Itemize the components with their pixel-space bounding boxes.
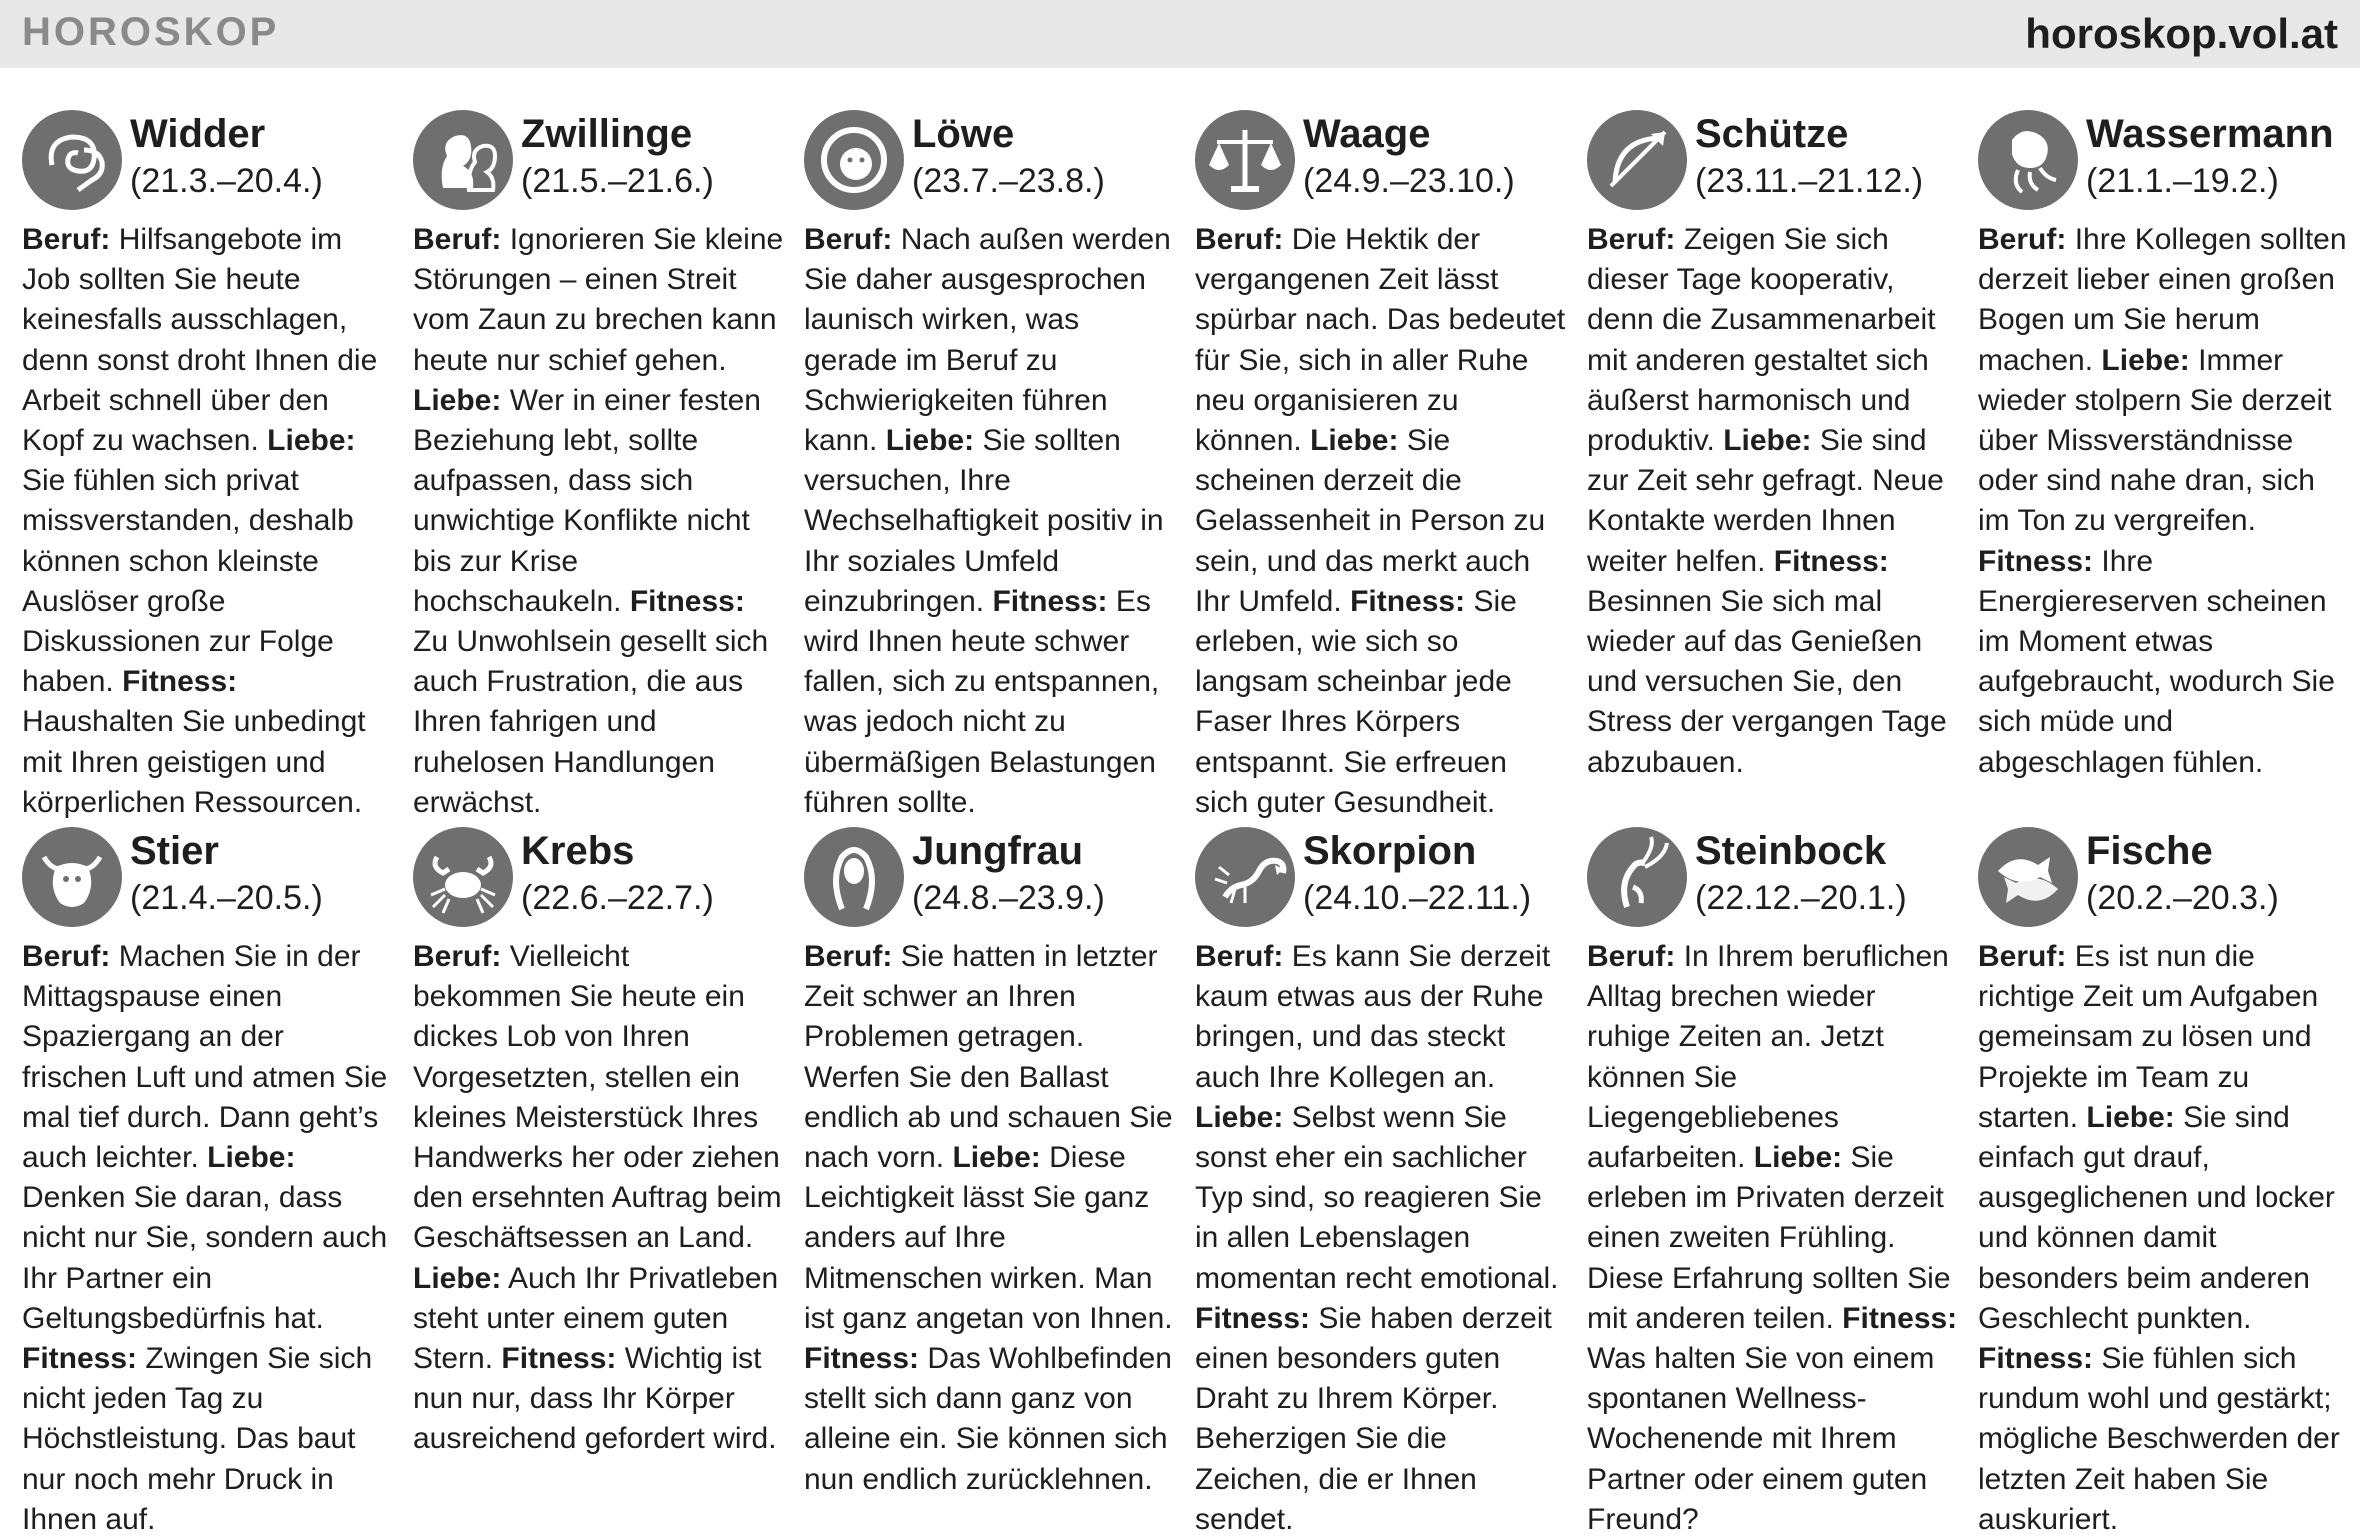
sign-forecast xyxy=(1587,937,1959,1540)
text-fitness: Das Wohlbefinden stellt sich dann ganz von alleine ein. Sie können sich nun endlich zurücklehnen. xyxy=(804,1342,1172,1496)
text-fitness: Zu Unwohlsein gesellt sich auch Frustration, die aus Ihren fahrigen und ruhelosen Handlungen erwächst. xyxy=(413,625,769,819)
sign-header xyxy=(1978,827,2350,937)
label-fitness: Fitness: xyxy=(992,584,1108,618)
label-fitness: Fitness: xyxy=(629,584,745,618)
sign-forecast xyxy=(22,937,394,1540)
sign-forecast xyxy=(804,220,1176,823)
text-liebe: Denken Sie daran, dass nicht nur Sie, sondern auch Ihr Partner ein Geltungsbedürfnis hat. xyxy=(22,1181,388,1335)
sign-name: Schütze xyxy=(1695,112,1849,156)
sign-krebs xyxy=(413,827,785,1460)
sign-stier xyxy=(22,827,394,1540)
sign-dates: (21.5.–21.6.) xyxy=(521,162,714,200)
label-liebe: Liebe: xyxy=(2101,343,2190,377)
text-fitness: Sie haben derzeit einen besonders guten Draht zu Ihrem Körper. Beherzigen Sie die Zeichen, die er Ihnen sendet. xyxy=(1195,1301,1552,1536)
sign-dates: (24.9.–23.10.) xyxy=(1303,162,1515,200)
text-fitness: Besinnen Sie sich mal wieder auf das Genießen und versuchen Sie, den Stress der vergangen Tage abzubauen. xyxy=(1587,584,1947,779)
label-liebe: Liebe: xyxy=(207,1141,296,1175)
sign-forecast xyxy=(1195,937,1567,1540)
label-fitness: Fitness: xyxy=(1978,1342,2094,1376)
sign-dates: (22.6.–22.7.) xyxy=(521,879,714,917)
scales-icon xyxy=(1195,110,1295,210)
sign-header xyxy=(1978,110,2350,220)
sign-fische xyxy=(1978,827,2350,1540)
sign-widder xyxy=(22,110,394,823)
sign-dates: (24.8.–23.9.) xyxy=(912,879,1105,917)
text-liebe: Sie fühlen sich privat missverstanden, deshalb können schon kleinste Auslöser große Diskussionen zur Folge haben. xyxy=(22,464,354,699)
sign-skorpion xyxy=(1195,827,1567,1540)
label-liebe: Liebe: xyxy=(952,1141,1041,1175)
label-fitness: Fitness: xyxy=(804,1342,920,1376)
sign-dates: (23.7.–23.8.) xyxy=(912,162,1105,200)
sign-name: Fische xyxy=(2086,829,2213,873)
sign-name: Zwillinge xyxy=(521,112,693,156)
header-url[interactable]: horoskop.vol.at xyxy=(2025,10,2338,57)
label-fitness: Fitness: xyxy=(1195,1301,1311,1335)
sign-name: Stier xyxy=(130,829,219,873)
text-beruf: Sie hatten in letzter Zeit schwer an Ihren Problemen getragen. Werfen Sie den Ballast endlich ab und schauen Sie nach vorn. xyxy=(804,940,1173,1175)
sign-header xyxy=(1195,827,1567,937)
text-fitness: Es wird Ihnen heute schwer fallen, sich zu entspannen, was jedoch nicht zu übermäßigen Belastungen führen sollte. xyxy=(804,584,1160,819)
label-fitness: Fitness: xyxy=(1773,544,1889,578)
sign-wassermann xyxy=(1978,110,2350,783)
text-beruf: Zeigen Sie sich dieser Tage kooperativ, denn die Zusammenarbeit mit anderen gestaltet sich äußerst harmonisch und produktiv. xyxy=(1587,223,1936,458)
text-beruf: Hilfsangebote im Job sollten Sie heute keinesfalls ausschlagen, denn sonst droht Ihnen die Arbeit schnell über den Kopf zu wachsen. xyxy=(22,223,378,458)
sign-header xyxy=(804,827,1176,937)
text-beruf: Nach außen werden Sie daher ausgesprochen launisch wirken, was gerade im Beruf zu Schwierigkeiten führen kann. xyxy=(804,223,1171,458)
sign-schütze xyxy=(1587,110,1959,783)
label-fitness: Fitness: xyxy=(1978,544,2094,578)
label-liebe: Liebe: xyxy=(1195,1100,1284,1134)
text-beruf: Die Hektik der vergangenen Zeit lässt spürbar nach. Das bedeutet für Sie, sich in aller Ruhe neu organisieren zu können. xyxy=(1195,223,1566,458)
label-liebe: Liebe: xyxy=(2086,1100,2175,1134)
sign-header xyxy=(1587,827,1959,937)
sign-name: Waage xyxy=(1303,112,1431,156)
label-fitness: Fitness: xyxy=(122,665,238,699)
sign-name: Widder xyxy=(130,112,266,156)
label-liebe: Liebe: xyxy=(413,1261,502,1295)
archer-icon xyxy=(1587,110,1687,210)
virgin-icon xyxy=(804,827,904,927)
label-fitness: Fitness: xyxy=(1842,1301,1958,1335)
sign-forecast xyxy=(413,220,785,823)
label-liebe: Liebe: xyxy=(1723,424,1812,458)
sign-forecast xyxy=(804,937,1176,1500)
text-liebe: Sie sind zur Zeit sehr gefragt. Neue Kontakte werden Ihnen weiter helfen. xyxy=(1587,424,1944,578)
label-liebe: Liebe: xyxy=(885,424,975,458)
sign-header xyxy=(1587,110,1959,220)
sign-forecast xyxy=(1587,220,1959,783)
sign-header xyxy=(22,827,394,937)
sign-forecast xyxy=(413,937,785,1460)
sign-dates: (22.12.–20.1.) xyxy=(1695,879,1907,917)
text-beruf: Machen Sie in der Mittagspause einen Spaziergang an der frischen Luft und atmen Sie mal tief durch. Dann geht’s auch leichter. xyxy=(22,940,388,1175)
sign-header xyxy=(1195,110,1567,220)
sign-forecast xyxy=(22,220,394,823)
text-liebe: Selbst wenn Sie sonst eher ein sachlicher Typ sind, so reagieren Sie in allen Lebenslagen momentan recht emotional. xyxy=(1195,1100,1559,1295)
text-fitness: Sie erleben, wie sich so langsam scheinbar jede Faser Ihres Körpers entspannt. Sie erfreuen sich guter Gesundheit. xyxy=(1195,584,1517,819)
label-beruf: Beruf: xyxy=(22,223,111,256)
label-beruf: Beruf: xyxy=(1195,940,1284,973)
text-liebe: Wer in einer festen Beziehung lebt, sollte aufpassen, dass sich unwichtige Konflikte nicht bis zur Krise hochschaukeln. xyxy=(413,383,761,618)
sign-forecast xyxy=(1978,937,2350,1540)
label-fitness: Fitness: xyxy=(22,1342,138,1376)
label-beruf: Beruf: xyxy=(804,223,893,256)
label-beruf: Beruf: xyxy=(1195,223,1284,256)
water-bearer-icon xyxy=(1978,110,2078,210)
text-fitness: Was halten Sie von einem spontanen Wellness-Wochenende mit Ihrem Partner oder einem guten Freund? xyxy=(1587,1342,1935,1536)
label-liebe: Liebe: xyxy=(1310,424,1399,458)
text-fitness: Ihre Energiereserven scheinen im Moment etwas aufgebraucht, wodurch Sie sich müde und abgeschlagen fühlen. xyxy=(1978,544,2335,779)
sign-header xyxy=(413,110,785,220)
label-fitness: Fitness: xyxy=(1350,584,1466,618)
sign-dates: (24.10.–22.11.) xyxy=(1303,879,1532,917)
fish-icon xyxy=(1978,827,2078,927)
lion-icon xyxy=(804,110,904,210)
label-beruf: Beruf: xyxy=(413,223,502,256)
sign-name: Wassermann xyxy=(2086,112,2334,156)
label-beruf: Beruf: xyxy=(413,940,502,973)
page-header xyxy=(0,0,2360,68)
sign-zwillinge xyxy=(413,110,785,823)
label-beruf: Beruf: xyxy=(1978,940,2067,973)
sign-löwe xyxy=(804,110,1176,823)
sign-dates: (23.11.–21.12.) xyxy=(1695,162,1924,200)
label-beruf: Beruf: xyxy=(1978,223,2067,256)
label-beruf: Beruf: xyxy=(1587,940,1676,973)
sign-header xyxy=(804,110,1176,220)
sign-dates: (21.1.–19.2.) xyxy=(2086,162,2279,200)
sign-forecast xyxy=(1195,220,1567,823)
label-beruf: Beruf: xyxy=(22,940,111,973)
text-fitness: Wichtig ist nun nur, dass Ihr Körper ausreichend gefordert wird. xyxy=(413,1342,777,1456)
header-title: HOROSKOP xyxy=(22,10,280,54)
sign-name: Krebs xyxy=(521,829,635,873)
text-liebe: Sie erleben im Privaten derzeit einen zweiten Frühling. Diese Erfahrung sollten Sie mit anderen teilen. xyxy=(1587,1141,1951,1335)
text-liebe: Sie sind einfach gut drauf, ausgeglichenen und locker und können damit besonders beim anderen Geschlecht punkten. xyxy=(1978,1100,2335,1335)
label-liebe: Liebe: xyxy=(267,424,356,458)
text-beruf: In Ihrem beruflichen Alltag brechen wieder ruhige Zeiten an. Jetzt können Sie Liegengebliebenes aufarbeiten. xyxy=(1587,940,1949,1175)
text-beruf: Vielleicht bekommen Sie heute ein dickes Lob von Ihren Vorgesetzten, stellen ein kleines Meisterstück Ihres Handwerks her oder ziehen den ersehnten Auftrag beim Geschäftsessen an Land. xyxy=(413,940,782,1255)
text-fitness: Zwingen Sie sich nicht jeden Tag zu Höchstleistung. Das baut nur noch mehr Druck in Ihnen auf. xyxy=(22,1342,373,1536)
bull-icon xyxy=(22,827,122,927)
text-beruf: Es ist nun die richtige Zeit um Aufgaben gemeinsam zu lösen und Projekte im Team zu starten. xyxy=(1978,940,2319,1134)
label-liebe: Liebe: xyxy=(1753,1141,1843,1175)
scorpion-icon xyxy=(1195,827,1295,927)
sign-jungfrau xyxy=(804,827,1176,1500)
sign-header xyxy=(413,827,785,937)
crab-icon xyxy=(413,827,513,927)
text-liebe: Sie scheinen derzeit die Gelassenheit in Person zu sein, und das merkt auch Ihr Umfeld. xyxy=(1195,424,1546,618)
text-liebe: Diese Leichtigkeit lässt Sie ganz anders auf Ihre Mitmenschen wirken. Man ist ganz angetan von Ihnen. xyxy=(804,1141,1173,1335)
ram-icon xyxy=(22,110,122,210)
sign-waage xyxy=(1195,110,1567,823)
text-beruf: Ignorieren Sie kleine Störungen – einen Streit vom Zaun zu brechen kann heute nur schief gehen. xyxy=(413,223,784,377)
twins-icon xyxy=(413,110,513,210)
text-beruf: Es kann Sie derzeit kaum etwas aus der Ruhe bringen, und das steckt auch Ihre Kollegen an. xyxy=(1195,940,1551,1094)
text-liebe: Sie sollten versuchen, Ihre Wechselhaftigkeit positiv in Ihr soziales Umfeld einzubringen. xyxy=(804,424,1164,618)
text-fitness: Haushalten Sie unbedingt mit Ihren geistigen und körperlichen Ressourcen. xyxy=(22,705,366,819)
sign-dates: (20.2.–20.3.) xyxy=(2086,879,2279,917)
text-beruf: Ihre Kollegen sollten derzeit lieber einen großen Bogen um Sie herum machen. xyxy=(1978,223,2347,377)
sign-name: Jungfrau xyxy=(912,829,1084,873)
sign-dates: (21.4.–20.5.) xyxy=(130,879,323,917)
ibex-icon xyxy=(1587,827,1687,927)
sign-steinbock xyxy=(1587,827,1959,1540)
label-fitness: Fitness: xyxy=(501,1342,617,1376)
sign-header xyxy=(22,110,394,220)
label-liebe: Liebe: xyxy=(413,383,502,417)
label-beruf: Beruf: xyxy=(804,940,893,973)
sign-name: Skorpion xyxy=(1303,829,1477,873)
sign-name: Steinbock xyxy=(1695,829,1887,873)
text-liebe: Auch Ihr Privatleben steht unter einem guten Stern. xyxy=(413,1261,779,1376)
sign-forecast xyxy=(1978,220,2350,783)
text-fitness: Sie fühlen sich rundum wohl und gestärkt; mögliche Beschwerden der letzten Zeit haben Sie auskuriert. xyxy=(1978,1342,2340,1536)
text-liebe: Immer wieder stolpern Sie derzeit über Missverständnisse oder sind nahe dran, sich im Ton zu vergreifen. xyxy=(1978,343,2332,538)
sign-dates: (21.3.–20.4.) xyxy=(130,162,323,200)
sign-name: Löwe xyxy=(912,112,1015,156)
label-beruf: Beruf: xyxy=(1587,223,1676,256)
